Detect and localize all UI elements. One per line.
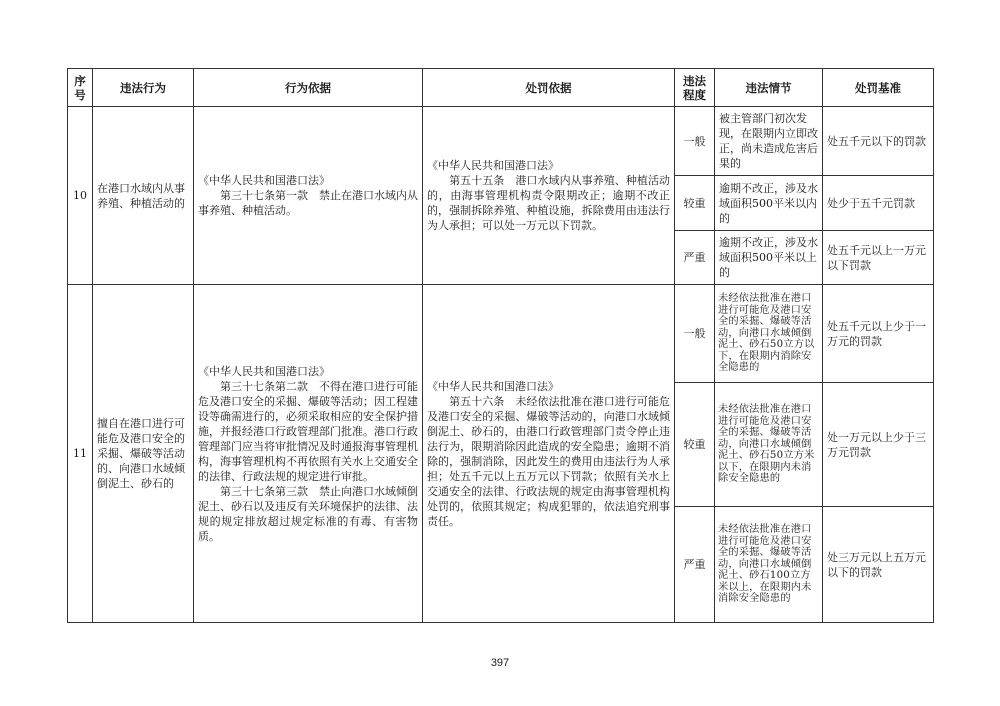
- row-basis: 《中华人民共和国港口法》 第三十七条第一款 禁止在港口水域内从事养殖、种植活动。: [194, 107, 423, 285]
- header-penalty: 处罚依据: [423, 69, 675, 107]
- row-penalty: 《中华人民共和国港口法》 第五十六条 未经依法批准在港口进行可能危及港口安全的采掘、爆破等活动的，向港口水域倾倒泥土、砂石的，由港口行政管理部门责令停止违法行为，限期消除因此造成的安全隐患；逾期不消除的，强制消除，因此发生的费用由违法行为人承担；处五千元以上五万元以下罚款；依照有关水上交通安全的法律、行政法规的规定由海事管理机构处罚的，依照其规定；构成犯罪的，依法追究刑事责任。: [423, 285, 675, 623]
- row-degree: 较重: [675, 176, 715, 231]
- row-standard: 处五千元以上一万元以下罚款: [823, 231, 934, 285]
- row-degree: 较重: [675, 383, 715, 507]
- row-circumstance: 未经依法批准在港口进行可能危及港口安全的采掘、爆破等活动，向港口水域倾倒泥土、砂石50立方以下，在限期内消除安全隐患的: [715, 285, 823, 383]
- header-basis: 行为依据: [194, 69, 423, 107]
- row-standard: 处五千元以下的罚款: [823, 107, 934, 176]
- row-degree: 严重: [675, 507, 715, 623]
- row-act: 在港口水域内从事养殖、种植活动的: [93, 107, 194, 285]
- header-degree: 违法 程度: [675, 69, 715, 107]
- row-circumstance: 逾期不改正，涉及水域面积500平米以内的: [715, 176, 823, 231]
- header-standard: 处罚基准: [823, 69, 934, 107]
- row-circumstance: 未经依法批准在港口进行可能危及港口安全的采掘、爆破等活动，向港口水域倾倒泥土、砂石100立方米以上，在限期内未消除安全隐患的: [715, 507, 823, 623]
- row-act: 擅自在港口进行可能危及港口安全的采掘、爆破等活动的、向港口水域倾倒泥土、砂石的: [93, 285, 194, 623]
- row-seq: 11: [68, 285, 93, 623]
- header-seq: 序 号: [68, 69, 93, 107]
- row-basis: 《中华人民共和国港口法》 第三十七条第二款 不得在港口进行可能危及港口安全的采掘、爆破等活动；因工程建设等确需进行的，必须采取相应的安全保护措施，并报经港口行政管理部门批准。港口行政管理部门应当将审批情况及时通报海事管理机构，海事管理机构不再依照有关水上交通安全的法律、行政法规的规定进行审批。 第三十七条第三款 禁止向港口水域倾倒泥土、砂石以及违反有关环境保护的法律、法规的规定排放超过规定标准的有毒、有害物质。: [194, 285, 423, 623]
- header-circumstance: 违法情节: [715, 69, 823, 107]
- row-degree: 一般: [675, 107, 715, 176]
- table-row: [68, 285, 934, 383]
- page-number: 397: [490, 657, 510, 669]
- row-degree: 严重: [675, 231, 715, 285]
- row-standard: 处五千元以上少于一万元的罚款: [823, 285, 934, 383]
- header-row: [68, 69, 934, 107]
- row-circumstance: 未经依法批准在港口进行可能危及港口安全的采掘、爆破等活动，向港口水域倾倒泥土、砂石50立方米以下，在限期内未消除安全隐患的: [715, 383, 823, 507]
- row-degree: 一般: [675, 285, 715, 383]
- header-act: 违法行为: [93, 69, 194, 107]
- penalty-table: [67, 68, 934, 623]
- row-circumstance: 逾期不改正，涉及水域面积500平米以上的: [715, 231, 823, 285]
- row-circumstance: 被主管部门初次发现，在限期内立即改正，尚未造成危害后果的: [715, 107, 823, 176]
- row-seq: 10: [68, 107, 93, 285]
- row-penalty: 《中华人民共和国港口法》 第五十五条 港口水域内从事养殖、种植活动的，由海事管理机构责令限期改正；逾期不改正的，强制拆除养殖、种植设施，拆除费用由违法行为人承担；可以处一万元以下罚款。: [423, 107, 675, 285]
- row-standard: 处一万元以上少于三万元罚款: [823, 383, 934, 507]
- table-row: [68, 107, 934, 176]
- row-standard: 处少于五千元罚款: [823, 176, 934, 231]
- row-standard: 处三万元以上五万元以下的罚款: [823, 507, 934, 623]
